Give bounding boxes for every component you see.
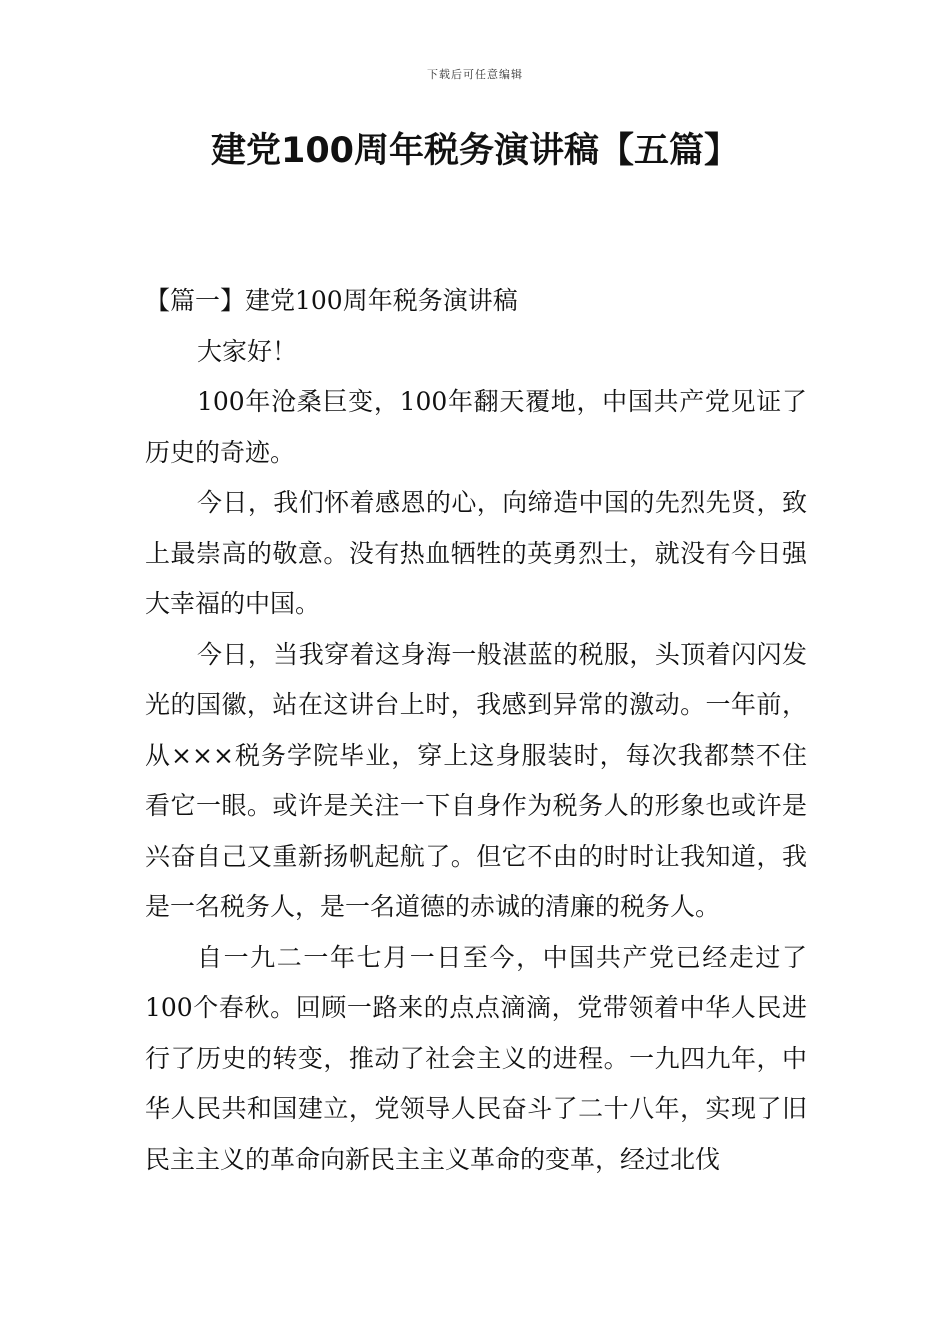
paragraph: 今日，我们怀着感恩的心，向缔造中国的先烈先贤，致上最崇高的敬意。没有热血牺牲的英勇烈士，就没有今日强大幸福的中国。 — [145, 488, 807, 618]
document-body — [145, 276, 807, 1185]
paragraph: 100年沧桑巨变，100年翻天覆地，中国共产党见证了历史的奇迹。 — [145, 387, 807, 467]
paragraph: 自一九二一年七月一日至今，中国共产党已经走过了100个春秋。回顾一路来的点点滴滴，党带领着中华人民进行了历史的转变，推动了社会主义的进程。一九四九年，中华人民共和国建立，党领导人民奋斗了二十八年，实现了旧民主主义的革命向新民主主义革命的变革，经过北伐 — [145, 942, 807, 1174]
paragraph-greeting: 大家好！ — [197, 336, 298, 366]
header-note: 下载后可任意编辑 — [427, 68, 523, 81]
section-heading: 【篇一】建党100周年税务演讲稿 — [145, 286, 518, 315]
paragraph: 今日，当我穿着这身海一般湛蓝的税服，头顶着闪闪发光的国徽，站在这讲台上时，我感到异常的激动。一年前，从×××税务学院毕业，穿上这身服装时，每次我都禁不住看它一眼。或许是关注一下自身作为税务人的形象也或许是兴奋自己又重新扬帆起航了。但它不由的时时让我知道，我是一名税务人，是一名道德的赤诚的清廉的税务人。 — [145, 639, 807, 921]
document-title: 建党100周年税务演讲稿【五篇】 — [210, 131, 740, 171]
